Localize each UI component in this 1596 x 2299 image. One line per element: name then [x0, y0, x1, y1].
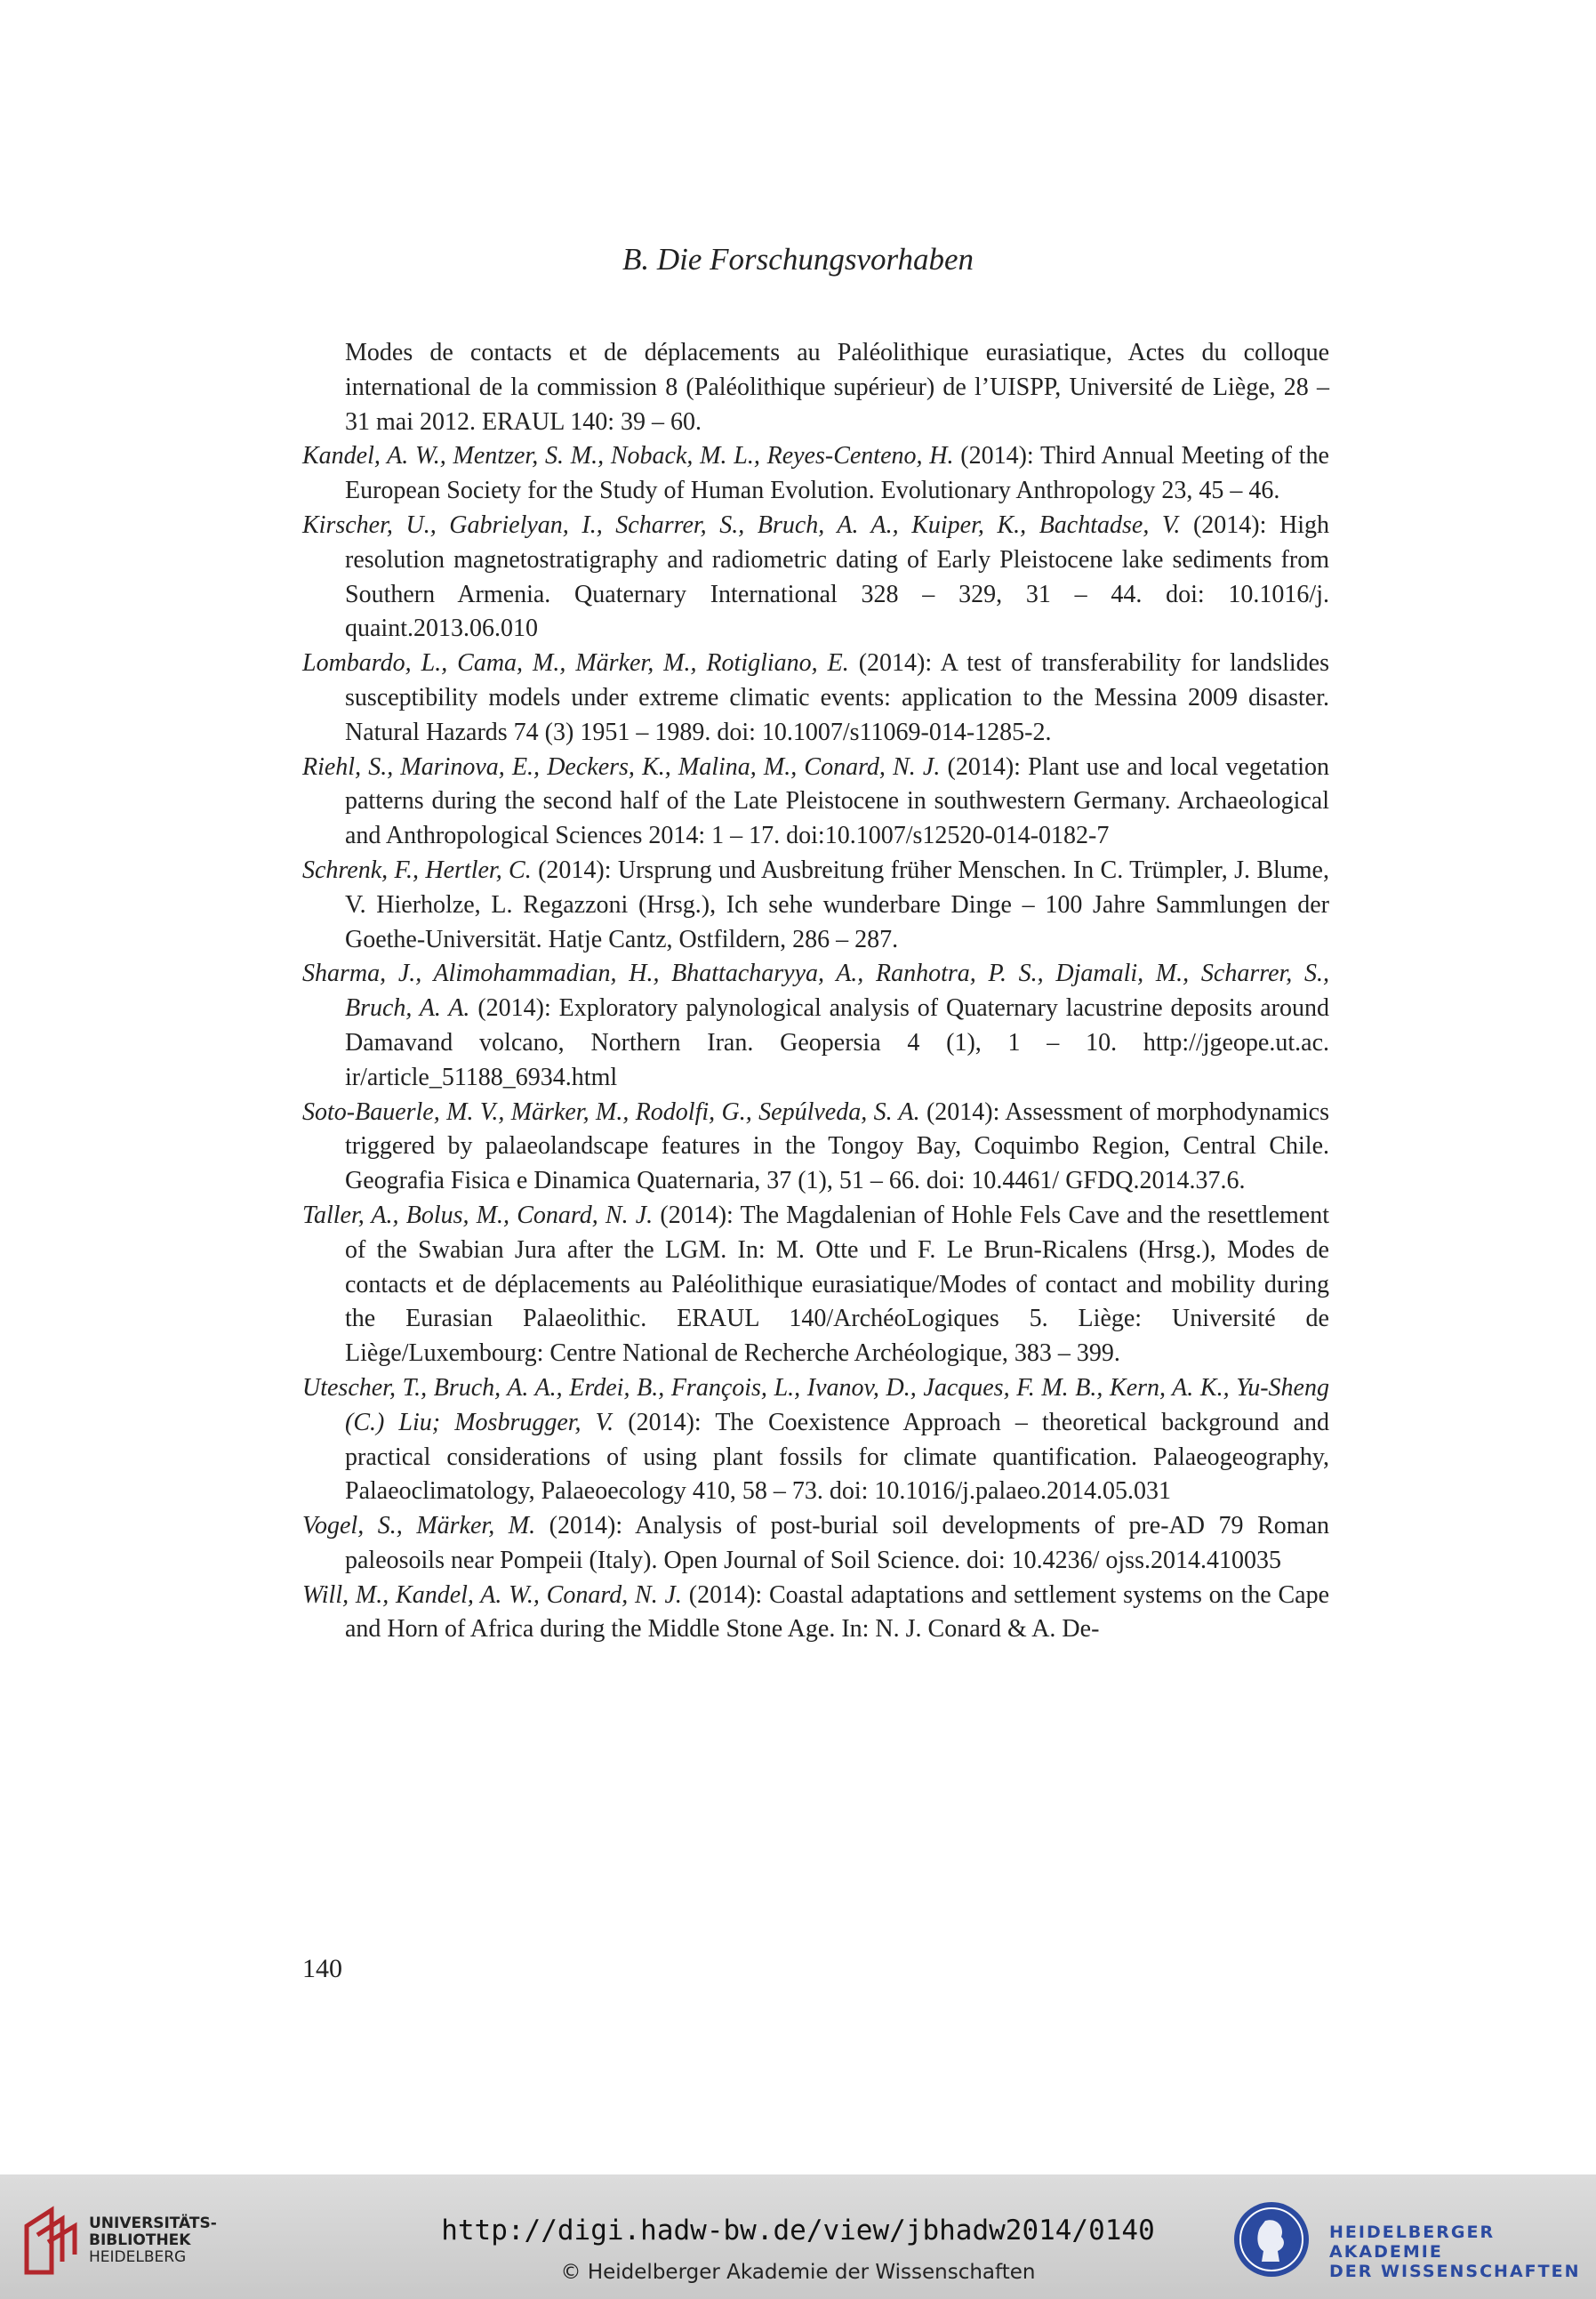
hadw-line-2: DER WISSENSCHAFTEN	[1329, 2262, 1581, 2281]
reference-authors: Soto-Bauerle, M. V., Märker, M., Rodolfi, G., Sepúlveda, S. A.	[302, 1097, 920, 1126]
reference-text: (2014): Assessment of morphodynamics triggered by palaeolandscape features in the Tongoy Bay, Coquimbo Region, Central Chile. Geografia Fisica e Dinamica Quaternaria, 37 (1), 51 – 66. doi: 10.4461/ GFDQ.2014.37.6.	[345, 1097, 1329, 1195]
reference-entry	[302, 1509, 1329, 1579]
reference-text: (2014): Third Annual Meeting of the European Society for the Study of Human Evolution. Evolutionary Anthropology 23, 45 – 46.	[345, 442, 1329, 505]
reference-entry	[302, 957, 1329, 1095]
ub-line-2: BIBLIOTHEK	[89, 2231, 191, 2249]
page-number: 140	[302, 1954, 342, 1983]
reference-text: (2014): High resolution magnetostratigraphy and radiometric dating of Early Pleistocene lake sediments from Southern Armenia. Quaternary International 328 – 329, 31 – 44. doi: 10.1016/j. quaint.2013.06.010	[345, 510, 1329, 643]
reference-entry	[302, 336, 1329, 439]
hadw-line-1: HEIDELBERGER AKADEMIE	[1329, 2223, 1496, 2262]
reference-entry	[302, 751, 1329, 854]
reference-text: (2014): Plant use and local vegetation patterns during the second half of the Late Pleistocene in southwestern Germany. Archaeological and Anthropological Sciences 2014: 1 – 17. doi:10.1007/s12520-014-0182-7	[345, 752, 1329, 850]
reference-authors: Will, M., Kandel, A. W., Conard, N. J.	[302, 1580, 682, 1609]
reference-list	[302, 336, 1329, 1647]
reference-authors: Vogel, S., Märker, M.	[302, 1512, 536, 1540]
reference-authors: Sharma, J., Alimohammadian, H., Bhattacharyya, A., Ranhotra, P. S., Djamali, M., Scharrer, S., Bruch, A. A.	[302, 960, 1329, 1023]
reference-text: (2014): The Magdalenian of Hohle Fels Cave and the resettlement of the Swabian Jura after the LGM. In: M. Otte und F. Le Brun-Ricalens (Hrsg.), Modes de contacts et de déplacements au Paléolithique eurasiatique/Modes of contact and mobility during the Eurasian Palaeolithic. ERAUL 140/ArchéoLogiques 5. Liège: Université de Liège/Luxembourg: Centre National de Recherche Archéologique, 383 – 399.	[345, 1201, 1329, 1368]
footer-bar	[0, 2174, 1596, 2299]
reference-text: (2014): The Coexistence Approach – theoretical background and practical considerations of using plant fossils for climate quantification. Palaeogeography, Palaeoclimatology, Palaeoecology 410, 58 – 73. doi: 10.1016/j.palaeo.2014.05.031	[345, 1408, 1329, 1506]
reference-entry	[302, 1371, 1329, 1509]
reference-text: (2014): Exploratory palynological analysis of Quaternary lacustrine deposits around Damavand volcano, Northern Iran. Geopersia 4 (1), 1 – 10. http://jgeope.ut.ac. ir/article_51188_6934.html	[345, 994, 1329, 1091]
reference-text: (2014): Ursprung und Ausbreitung früher Menschen. In C. Trümpler, J. Blume, V. Hierholze, L. Regazzoni (Hrsg.), Ich sehe wunderbare Dinge – 100 Jahre Sammlungen der Goethe-Universität. Hatje Cantz, Ostfildern, 286 – 287.	[345, 856, 1329, 953]
ub-line-1: UNIVERSITÄTS-	[89, 2215, 217, 2232]
reference-entry	[302, 1199, 1329, 1371]
reference-authors: Lombardo, L., Cama, M., Märker, M., Rotigliano, E.	[302, 649, 849, 678]
copyright-notice: © Heidelberger Akademie der Wissenschaften	[560, 2261, 1036, 2284]
reference-authors: Kandel, A. W., Mentzer, S. M., Noback, M. L., Reyes-Centeno, H.	[302, 442, 954, 470]
reference-authors: Kirscher, U., Gabrielyan, I., Scharrer, S., Bruch, A. A., Kuiper, K., Bachtadse, V.	[302, 510, 1181, 539]
reference-entry	[302, 647, 1329, 750]
hadw-seal-icon	[1231, 2199, 1311, 2279]
reference-authors: Utescher, T., Bruch, A. A., Erdei, B., François, L., Ivanov, D., Jacques, F. M. B., Kern, A. K., Yu-Sheng (C.) Liu; Mosbrugger, V.	[302, 1373, 1329, 1436]
reference-authors: Schrenk, F., Hertler, C.	[302, 856, 532, 884]
reference-text: (2014): Coastal adaptations and settlement systems on the Cape and Horn of Africa during the Middle Stone Age. In: N. J. Conard & A. De-	[345, 1580, 1330, 1644]
reference-authors: Riehl, S., Marinova, E., Deckers, K., Malina, M., Conard, N. J.	[302, 752, 941, 781]
reference-entry	[302, 1096, 1329, 1199]
reference-authors: Taller, A., Bolus, M., Conard, N. J.	[302, 1201, 654, 1229]
reference-text: (2014): A test of transferability for landslides susceptibility models under extreme climatic events: application to the Messina 2009 disaster. Natural Hazards 74 (3) 1951 – 1989. doi: 10.1007/s11069-014-1285-2.	[345, 649, 1329, 746]
reference-entry	[302, 439, 1329, 509]
running-head: B. Die Forschungsvorhaben	[622, 242, 974, 277]
reference-text: Modes de contacts et de déplacements au Paléolithique eurasiatique, Actes du colloque international de la commission 8 (Paléolithique supérieur) de l’UISPP, Université de Liège, 28 – 31 mai 2012. ERAUL 140: 39 – 60.	[345, 339, 1329, 436]
ub-line-3: HEIDELBERG	[89, 2248, 187, 2266]
permalink-url[interactable]: http://digi.hadw-bw.de/view/jbhadw2014/0140	[441, 2215, 1155, 2247]
reference-entry	[302, 854, 1329, 957]
reference-entry	[302, 1579, 1329, 1648]
hadw-label	[1329, 2223, 1596, 2281]
reference-entry	[302, 509, 1329, 647]
reference-text: (2014): Analysis of post-burial soil developments of pre-AD 79 Roman paleosoils near Pompeii (Italy). Open Journal of Soil Science. doi: 10.4236/ ojss.2014.410035	[345, 1512, 1329, 1574]
